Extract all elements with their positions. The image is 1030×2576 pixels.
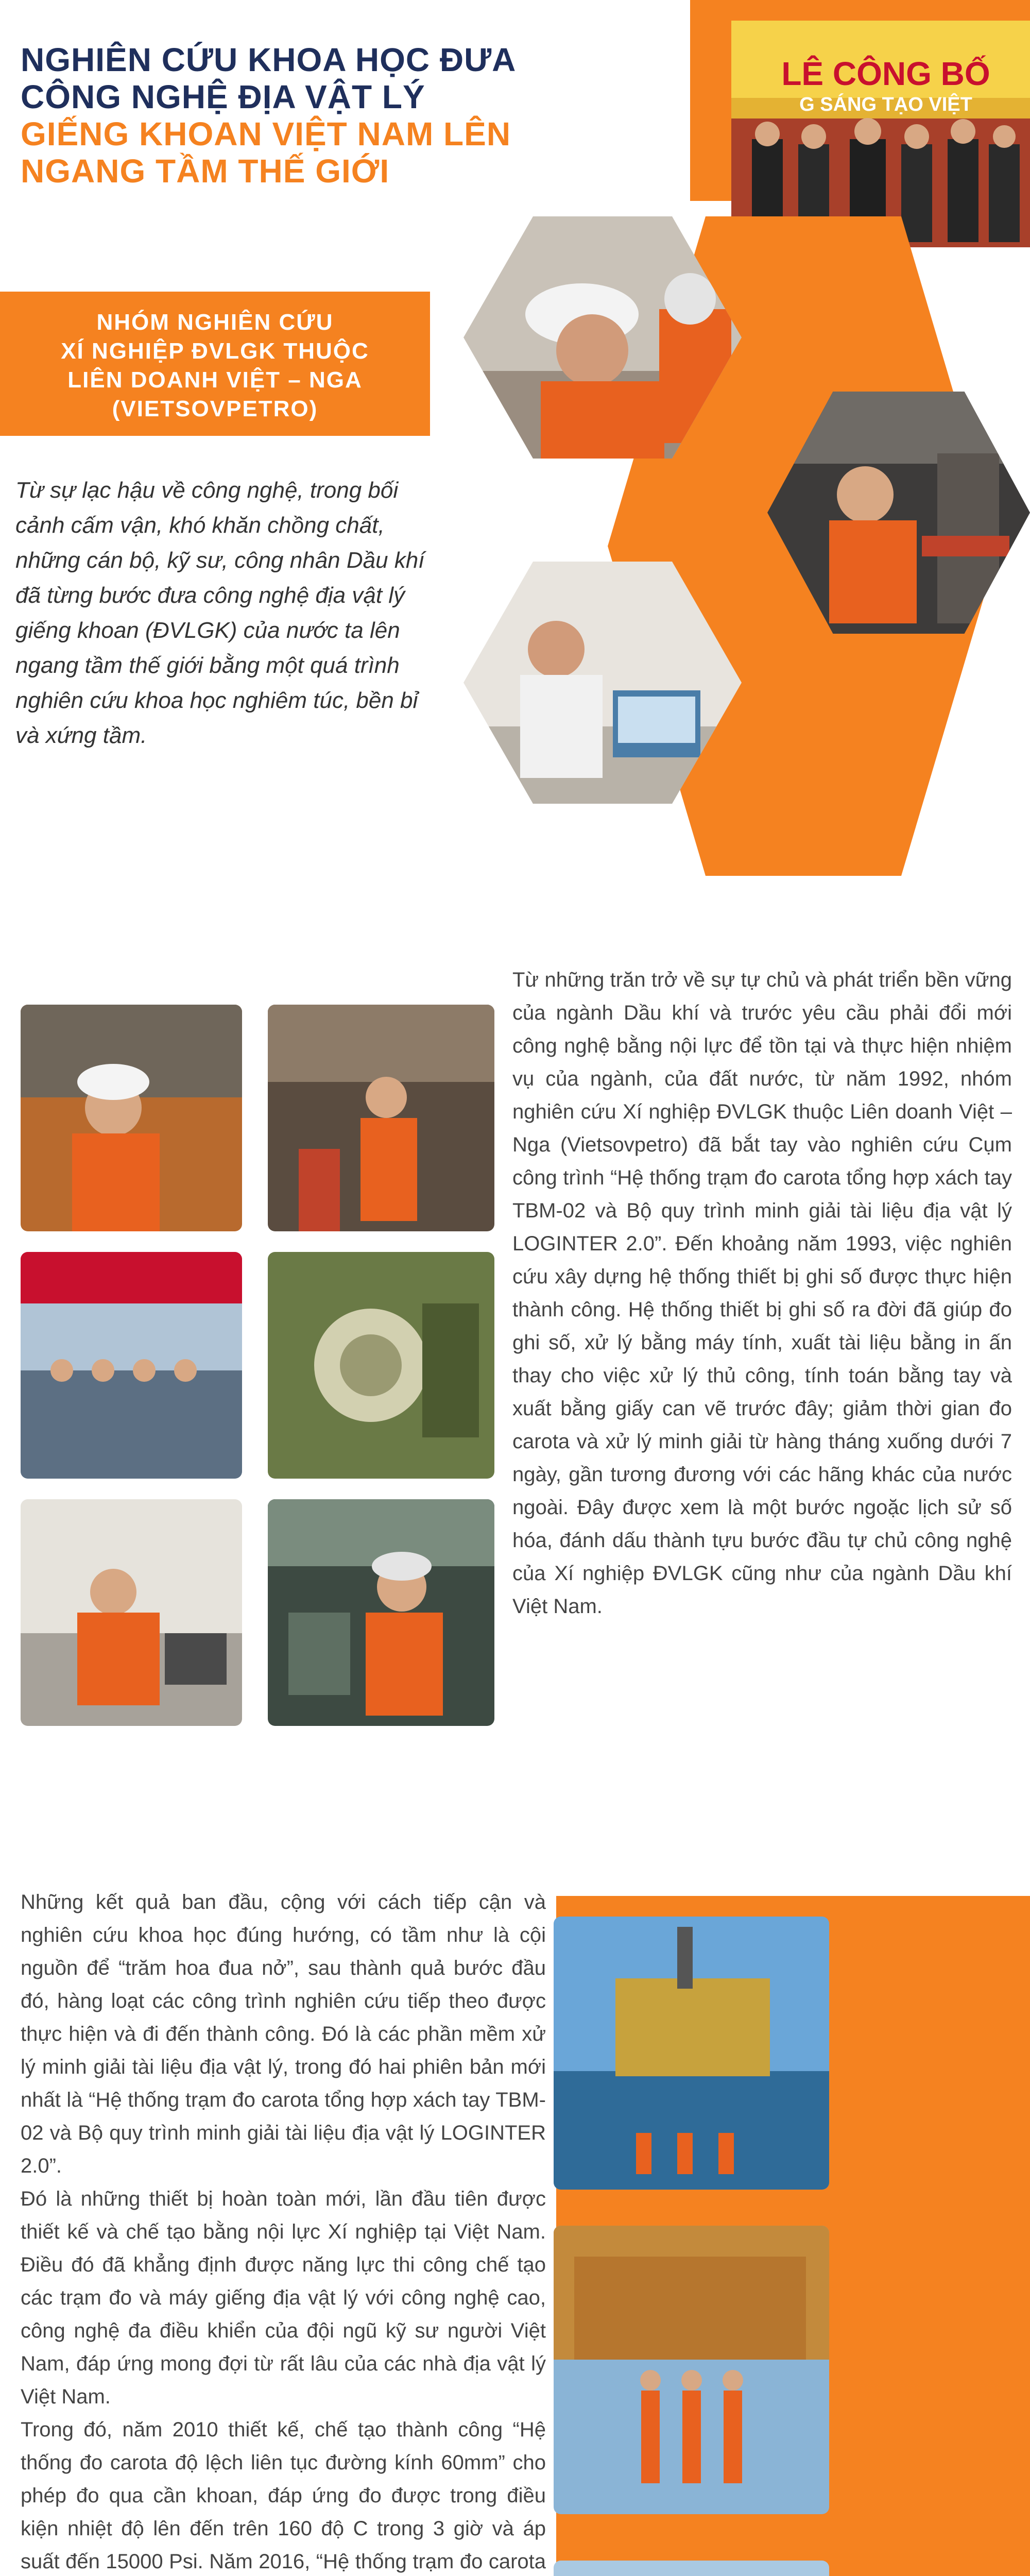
page-title (21, 41, 536, 190)
photo-grid-5 (21, 1499, 242, 1726)
photo-grid-3 (21, 1252, 242, 1479)
achievements-text (21, 1886, 546, 2576)
intro-paragraph: Từ sự lạc hậu về công nghệ, trong bối cảnh cấm vận, khó khăn chồng chất, những cán bộ, kỹ sư, công nhân Dầu khí đã từng bước đưa công nghệ địa vật lý giếng khoan (ĐVLGK) của nước ta lên ngang tầm thế giới bằng một quá trình nghiên cứu khoa học nghiêm túc, bền bỉ và xứng tầm. (15, 478, 425, 748)
title-line-3: GIẾNG KHOAN VIỆT NAM LÊN (21, 115, 511, 152)
group-line-4: (VIETSOVPETRO) (112, 396, 318, 421)
title-line-2: CÔNG NGHỆ ĐỊA VẬT LÝ (21, 78, 425, 115)
paragraph-2: Những kết quả ban đầu, cộng với cách tiếp cận và nghiên cứu khoa học đúng hướng, có tầm như là cội nguồn để “trăm hoa đua nở”, sau thành quả bước đầu đó, hàng loạt các công trình nghiên cứu tiếp theo được thực hiện và đi đến thành công. Đó là các phần mềm xử lý minh giải tài liệu địa vật lý, trong đó hai phiên bản mới nhất là “Hệ thống trạm đo carota tổng hợp xách tay TBM-02 và Bộ quy trình minh giải tài liệu địa vật lý LOGINTER 2.0”. (21, 1891, 546, 2177)
photo-grid-6 (268, 1499, 494, 1726)
title-line-1: NGHIÊN CỨU KHOA HỌC ĐƯA (21, 41, 517, 78)
offshore-rig-photo-1 (554, 1917, 829, 2190)
award-ceremony-photo (731, 21, 1030, 247)
paragraph-3: Đó là những thiết bị hoàn toàn mới, lần đầu tiên được thiết kế và chế tạo bằng nội lực Xí nghiệp tại Việt Nam. Điều đó đã khẳng định được năng lực thi công chế tạo các trạm đo và máy giếng địa vật lý với công nghệ cao, công nghệ đa điều khiển của đội ngũ kỹ sư người Việt Nam, đáp ứng mong đợi từ rất lâu của các nhà địa vật lý Việt Nam. (21, 2188, 546, 2408)
photo-grid-2 (268, 1005, 494, 1231)
platform-jacket-photo (554, 2561, 829, 2576)
photo-grid-4 (268, 1252, 494, 1479)
banner-top-text: LÊ CÔNG BỐ (781, 55, 990, 92)
research-group-banner (0, 292, 430, 436)
offshore-rig-photo-2 (554, 2226, 829, 2514)
banner-bottom-text: G SÁNG TẠO VIỆT (799, 94, 972, 115)
paragraph-4: Trong đó, năm 2010 thiết kế, chế tạo thành công “Hệ thống đo carota độ lệch liên tục đường kính 60mm” cho phép đo qua cần khoan, đáp ứng đo được trong điều kiện nhiệt độ lên đến trên 160 độ C trong 3 giờ và áp suất đến 15000 Psi. Năm 2016, “Hệ thống trạm đo carota (21, 2418, 546, 2573)
group-line-1: NHÓM NGHIÊN CỨU (96, 310, 334, 335)
photo-grid-1 (21, 1005, 242, 1231)
group-line-3: LIÊN DOANH VIỆT – NGA (67, 367, 363, 393)
group-line-2: XÍ NGHIỆP ĐVLGK THUỘC (61, 338, 369, 364)
title-line-4: NGANG TẦM THẾ GIỚI (21, 152, 390, 190)
history-paragraph: Từ những trăn trở về sự tự chủ và phát triển bền vững của ngành Dầu khí và trước yêu cầu phải đổi mới công nghệ bằng nội lực để tồn tại và thực hiện nhiệm vụ của ngành, của đất nước, từ năm 1992, nhóm nghiên cứu Xí nghiệp ĐVLGK thuộc Liên doanh Việt – Nga (Vietsovpetro) đã bắt tay vào nghiên cứu Cụm công trình “Hệ thống trạm đo carota tổng hợp xách tay TBM-02 và Bộ quy trình minh giải tài liệu địa vật lý LOGINTER 2.0”. Đến khoảng năm 1993, việc nghiên cứu xây dựng hệ thống thiết bị ghi số được thực hiện thành công. Hệ thống thiết bị ghi số ra đời đã giúp đo ghi số, xử lý bằng máy tính, xuất tài liệu bằng in ấn thay cho việc xử lý thủ công, tính toán bằng tay và xuất bằng giấy can vẽ trước đây; giảm thời gian đo carota và xử lý minh giải từ hàng tháng xuống dưới 7 ngày, gần tương đương với các hãng khác của nước ngoài. Đây được xem là một bước ngoặc lịch sử số hóa, đánh dấu thành tựu bước đầu tự chủ công nghệ của Xí nghiệp ĐVLGK cũng như của ngành Dầu khí Việt Nam. (512, 969, 1012, 1618)
